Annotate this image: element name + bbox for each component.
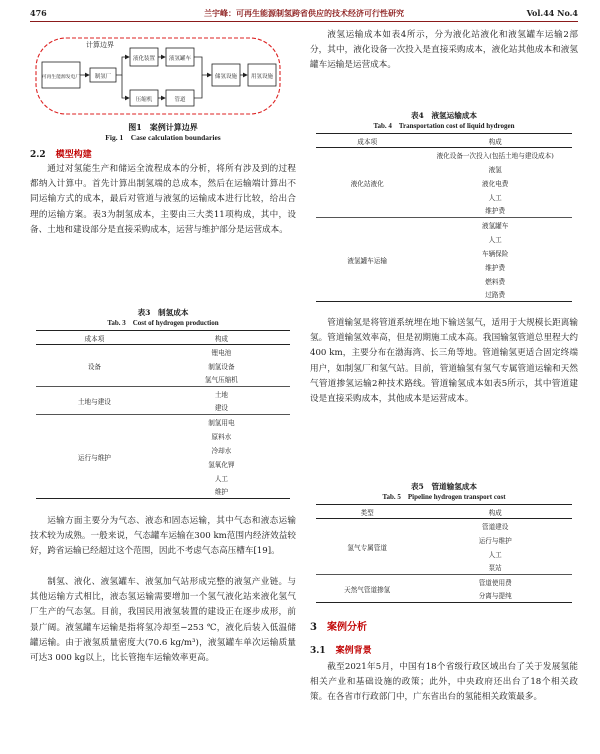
table-cell-item: 运行与维护 <box>478 536 512 545</box>
table-cell-item: 过路费 <box>418 288 572 302</box>
section-3-1-title: 案例背景 <box>335 646 372 656</box>
figure-1-diagram <box>30 28 296 120</box>
page-number: 476 <box>30 8 47 18</box>
table-cell-item: 制氢设备 <box>208 362 235 371</box>
table-cell-item: 分离与提纯 <box>418 589 572 603</box>
table-cell-item: 液氢罐车 <box>418 218 572 232</box>
table-group-name: 液化站液化 <box>350 179 384 188</box>
node-tank-trailer-label: 液氢罐车 <box>168 56 192 62</box>
table-4-caption-en: Tab. 4 Transportation cost of liquid hydrogen <box>373 122 515 130</box>
table-4 <box>316 133 572 302</box>
section-3-number: 3 <box>310 622 317 633</box>
table-cell-item: 氢氧化钾 <box>208 460 235 469</box>
table-cell-item: 冷却水 <box>211 446 232 455</box>
section-3-1-number: 3.1 <box>310 646 326 656</box>
section-2-2-heading <box>30 147 92 160</box>
table-row <box>36 387 290 401</box>
table-4-caption-cn: 表4 液氢运输成本 <box>410 111 478 120</box>
pipeline-para: 管道输氢是将管道系统埋在地下输送氢气，适用于大规模长距离输氢。管道输氢效率高，但是初期施工成本高。我国输氢管道总里程大约400 km，主要分布在渤海湾、长三角等地。管道输氢更适合固定终端用户，如制氢厂和氢气站。目前，管道输氢有氢气专属管道运输和天然气管道掺氢运输2种技术路线。管道输氢成本如表5所示，其中管道建设是直接采购成本，其他成本是运营成本。 <box>310 318 578 405</box>
section-2-2-title: 模型构建 <box>55 150 92 160</box>
table-cell-item: 人工 <box>488 193 502 202</box>
table-cell-item: 人工 <box>488 235 502 244</box>
table-cell-item: 维护费 <box>485 263 506 272</box>
boundary-label: 计算边界 <box>86 41 114 49</box>
figure-1-caption-cn: 图1 案例计算边界 <box>128 122 198 132</box>
table-cell-item: 液化设备一次投入(包括土地与建设成本) <box>436 151 554 160</box>
node-liquefaction-label: 液化装置 <box>132 56 156 62</box>
table-5-caption-en: Tab. 5 Pipeline hydrogen transport cost <box>382 493 506 501</box>
table-cell-item: 燃料费 <box>485 277 506 286</box>
section-3-1-para: 截至2021年5月，中国有18个省级行政区域出台了关于发展氢能相关产业和基础设施的政策；此外，中央政府还出台了18个相关政策。在各省市行政部门中，广东省出台的氢能相关政策最多。 <box>310 662 578 703</box>
table-cell-item: 氢气压缩机 <box>204 376 238 385</box>
table-cell-item: 液化电费 <box>482 179 509 188</box>
table-3-col-header: 构成 <box>153 331 290 345</box>
table-cell-item: 泵站 <box>488 564 502 573</box>
table-4-col-header: 成本项 <box>316 134 418 148</box>
table-cell-item: 人工 <box>488 550 502 559</box>
volume-info: Vol.44 No.4 <box>526 8 578 18</box>
table-3-col-header: 成本项 <box>36 331 153 345</box>
liquid-chain-para: 制氢、液化、液氢罐车、液氢加气站形成完整的液氢产业链。与其他运输方式相比，液态氢运输需要增加一个氢气液化站来液化氢气厂生产的气态氢。目前，我国民用液氢装置的建设正在逐步成形，前景广阔。液氢罐车运输是指将氢冷却至−253 ℃，液化后装入低温储罐运输。由于液氢质量密度大(70.6 kg/m³)，液氢罐车单次运输质量可达3 000 kg以上，比长管拖车运输效率更高。 <box>30 577 296 664</box>
table-cell-item: 原料水 <box>211 432 232 441</box>
table-header-row <box>316 134 572 148</box>
table-header-row <box>316 505 572 519</box>
arrow-split-lower <box>122 75 129 98</box>
section-3-heading <box>310 618 367 633</box>
table-header-row <box>36 331 290 345</box>
table-cell-item: 建设 <box>214 404 228 413</box>
arrow-split <box>116 57 129 75</box>
table-cell-item: 管道使用费 <box>418 575 572 589</box>
arrow-merge-bottom <box>194 75 202 98</box>
figure-1-caption-en: Fig. 1 Case calculation boundaries <box>105 133 221 142</box>
table-row <box>36 345 290 359</box>
table-cell-item: 液氢 <box>488 165 502 174</box>
section-3-title: 案例分析 <box>326 622 367 633</box>
table-row <box>316 148 572 162</box>
table-row <box>316 519 572 533</box>
table-cell-item: 锂电池 <box>211 348 232 357</box>
table-5-col-header: 类型 <box>316 505 418 519</box>
arrow-merge-top <box>194 57 211 75</box>
table-row <box>316 575 572 589</box>
table-3 <box>36 330 290 499</box>
table-group-name: 设备 <box>87 362 101 371</box>
running-header <box>30 6 578 22</box>
table-5-col-header: 构成 <box>418 505 572 519</box>
table-cell-item: 制氢用电 <box>153 415 290 429</box>
node-compressor-label: 压缩机 <box>135 97 153 103</box>
table-5 <box>316 504 572 603</box>
liquid-cost-para: 液氢运输成本如表4所示，分为液化站液化和液氢罐车运输2部分，其中，液化设备一次投入是直接采购成本，液化站其他成本和液氢罐车运输是运营成本。 <box>310 30 578 71</box>
table-row <box>36 415 290 429</box>
table-3-caption-en: Tab. 3 Cost of hydrogen production <box>107 319 219 327</box>
table-row <box>316 218 572 232</box>
table-group-name: 土地与建设 <box>36 387 153 415</box>
node-storage-label: 储氢设施 <box>214 74 238 80</box>
table-cell-item: 维护费 <box>485 207 506 216</box>
table-cell-item: 人工 <box>214 474 228 483</box>
section-2-2-number: 2.2 <box>30 150 46 160</box>
table-cell-item: 管道建设 <box>482 522 509 531</box>
table-group-name: 天然气管道掺氢 <box>316 575 418 603</box>
section-2-2-para: 通过对氢能生产和储运全流程成本的分析，将所有涉及到的过程都纳入计算中。首先计算出制氢端的总成本，然后在运输端计算出不同运输方式的成本，最后对管道与液氢的运输成本进行比较，给出合理的运输方案。表3为制氢成本，主要由三大类11项构成，其中，设备、土地和建设部分是直接采购成本，运营与维护部分是运营成本。 <box>30 164 296 235</box>
table-group-name: 氢气专属管道 <box>347 543 387 552</box>
table-cell-item: 车辆保险 <box>482 249 509 258</box>
node-pipeline-label: 管道 <box>174 97 186 103</box>
table-cell-item: 维护 <box>153 485 290 499</box>
table-group-name: 液氢罐车运输 <box>316 218 418 302</box>
table-3-caption-cn: 表3 制氢成本 <box>137 308 189 317</box>
table-cell-item: 土地 <box>153 387 290 401</box>
table-group-name: 运行与维护 <box>36 415 153 499</box>
node-electrolyzer-label: 制氢厂 <box>94 74 112 80</box>
table-5-caption-cn: 表5 管道输氢成本 <box>410 482 478 491</box>
node-consumer-label: 用氢设施 <box>250 74 274 80</box>
table-4-col-header: 构成 <box>418 134 572 148</box>
running-title: 兰宇峰：可再生能源制氢跨省供应的技术经济可行性研究 <box>204 8 404 18</box>
node-renewable-label: 可再生能源发电厂 <box>41 75 81 80</box>
header-rule <box>30 21 578 22</box>
section-3-1-heading <box>310 643 372 656</box>
transport-para: 运输方面主要分为气态、液态和固态运输，其中气态和液态运输技术较为成熟。一般来说，气态罐车运输在300 km范围内经济效益较好，跨省运输已经超过这个范围，因此不考虑气态高压槽车[19]。 <box>30 516 296 557</box>
